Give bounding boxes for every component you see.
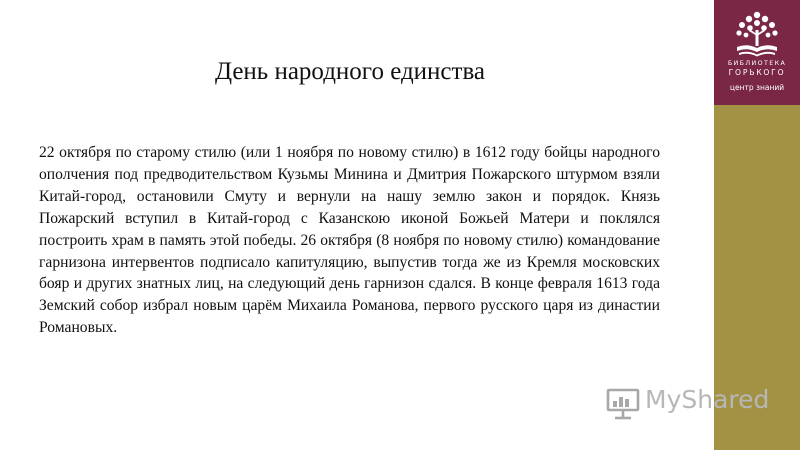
logo-text-knowledge-center: центр знаний [729, 83, 785, 92]
presentation-board-icon [605, 386, 641, 420]
logo-text-gorky: ГОРЬКОГО [728, 68, 786, 77]
brand-sidebar-top [714, 0, 800, 105]
logo-text-library: БИБЛИОТЕКА [727, 60, 787, 67]
watermark-text-my: My [645, 385, 682, 414]
tree-books-icon [727, 10, 787, 60]
watermark-text-shared: Shared [681, 385, 770, 414]
slide-title: День народного единства [214, 58, 486, 85]
myshared-watermark [605, 383, 780, 423]
watermark-text [645, 385, 769, 414]
slide-body-text: 22 октября по старому стилю (или 1 ноября по новому стилю) в 1612 году бойцы народного ополчения под предводительством Кузьмы Минина и Дмитрия Пожарского штурмом взяли Китай-город, остановили Смуту и вернули на нашу землю закон и порядок. Князь Пожарский вступил в Китай-город с Казанскою иконой Божьей Матери и поклялся построить храм в память этой победы. 26 октября (8 ноября по новому стилю) командование гарнизона интервентов подписало капитуляцию, выпустив тогда же из Кремля московских бояр и других знатных лиц, на следующий день гарнизон сдался. В конце февраля 1613 года Земский собор избрал новым царём Михаила Романова, первого русского царя из династии Романовых. [39, 144, 660, 337]
